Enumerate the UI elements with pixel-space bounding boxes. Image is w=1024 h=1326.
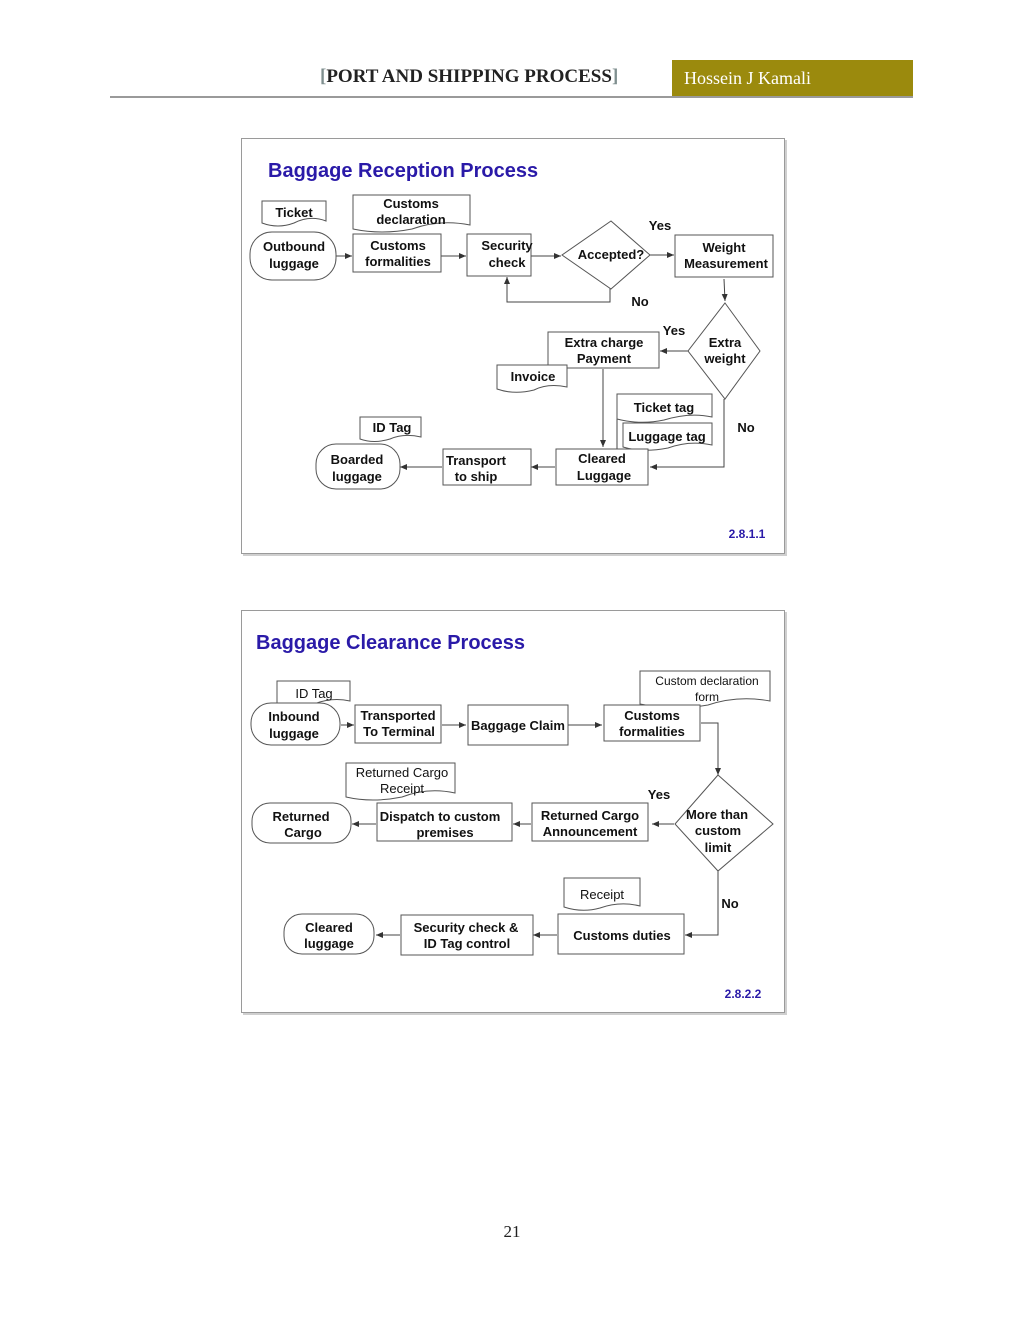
baggage-claim-label: Baggage Claim — [471, 718, 565, 733]
no-label-2: No — [737, 420, 755, 435]
id-tag-label: ID Tag — [372, 420, 412, 435]
boarded-luggage-label-1: Boarded — [330, 452, 384, 467]
extra-weight-label-2: weight — [704, 351, 746, 366]
document-title-text: PORT AND SHIPPING PROCESS — [326, 66, 612, 87]
transported-label-1: Transported — [360, 708, 436, 723]
extra-charge-label-2: Payment — [576, 351, 632, 366]
dispatch-label-2: premises — [416, 825, 474, 840]
custom-declaration-label-2: form — [695, 690, 719, 704]
customs-formalities-label-2: formalities — [619, 724, 685, 739]
weight-measurement-label-1: Weight — [702, 240, 746, 255]
diagram-title: Baggage Reception Process — [268, 160, 539, 182]
returned-cargo-receipt-label-1: Returned Cargo — [355, 765, 449, 780]
transported-label-2: To Terminal — [363, 724, 435, 739]
page-header — [0, 0, 1024, 110]
custom-declaration-label-1: Custom declaration — [655, 674, 759, 688]
limit-label-3: limit — [704, 840, 732, 855]
edge-weight-to-extra — [724, 279, 725, 301]
edge-customs-to-limit — [701, 723, 718, 775]
customs-declaration-label-2: declaration — [376, 212, 446, 227]
customs-duties-label: Customs duties — [573, 928, 671, 943]
extra-charge-label-1: Extra charge — [564, 335, 644, 350]
outbound-luggage-label-1: Outbound — [262, 239, 326, 254]
yes-label-1: Yes — [648, 218, 672, 233]
cleared-luggage-label-1: Cleared — [305, 920, 353, 935]
outbound-luggage-label-2: luggage — [269, 256, 319, 271]
bracket-open: [ — [320, 66, 327, 87]
ticket-tag-label: Ticket tag — [633, 400, 695, 415]
slide-reference: 2.8.2.2 — [724, 987, 762, 1001]
weight-measurement-label-2: Measurement — [684, 256, 768, 271]
security-check-label-1: Security — [481, 238, 533, 253]
cleared-luggage-label-2: Luggage — [576, 468, 632, 483]
page-number: 21 — [503, 1222, 521, 1241]
id-tag-label: ID Tag — [295, 686, 333, 701]
boarded-luggage-label-2: luggage — [332, 469, 382, 484]
cleared-luggage-label-2: luggage — [304, 936, 354, 951]
edge-accepted-no — [507, 277, 610, 302]
ticket-label: Ticket — [275, 205, 313, 220]
security-check-label-2: ID Tag control — [423, 936, 511, 951]
customs-formalities-label-1: Customs — [624, 708, 680, 723]
bracket-close: ] — [611, 66, 619, 87]
baggage-clearance-diagram — [242, 611, 784, 1012]
announcement-label-2: Announcement — [542, 824, 638, 839]
customs-formalities-label-1: Customs — [370, 238, 426, 253]
returned-cargo-label-1: Returned — [272, 809, 330, 824]
security-check-label-1: Security check & — [413, 920, 519, 935]
security-check-label-2: check — [488, 255, 526, 270]
limit-label-1: More than — [685, 807, 749, 822]
transport-label-1: Transport — [446, 453, 506, 468]
yes-label-2: Yes — [662, 323, 686, 338]
header-divider — [110, 96, 913, 98]
no-label: No — [721, 896, 739, 911]
limit-label-2: custom — [694, 823, 742, 838]
baggage-clearance-slide — [241, 610, 785, 1013]
edge-limit-no — [685, 871, 718, 935]
invoice-label: Invoice — [510, 369, 556, 384]
yes-label: Yes — [647, 787, 671, 802]
slide-reference: 2.8.1.1 — [728, 527, 766, 541]
returned-cargo-label-2: Cargo — [284, 825, 322, 840]
diagram-title: Baggage Clearance Process — [256, 632, 526, 654]
inbound-luggage-label-2: luggage — [269, 726, 319, 741]
customs-declaration-label-1: Customs — [383, 196, 439, 211]
transport-label-2: to ship — [454, 469, 498, 484]
returned-cargo-receipt-label-2: Receipt — [379, 781, 425, 796]
accepted-label: Accepted? — [577, 247, 645, 262]
customs-formalities-label-2: formalities — [365, 254, 431, 269]
no-label-1: No — [631, 294, 649, 309]
dispatch-label-1: Dispatch to custom — [379, 809, 501, 824]
extra-weight-label-1: Extra — [708, 335, 742, 350]
luggage-tag-label: Luggage tag — [628, 429, 706, 444]
baggage-reception-slide — [241, 138, 785, 554]
baggage-reception-diagram — [242, 139, 784, 553]
announcement-label-1: Returned Cargo — [540, 808, 640, 823]
inbound-luggage-label-1: Inbound — [268, 709, 320, 724]
author-badge: Hossein J Kamali — [672, 60, 913, 97]
receipt-label: Receipt — [579, 887, 625, 902]
cleared-luggage-label-1: Cleared — [578, 451, 626, 466]
document-title — [320, 66, 618, 88]
